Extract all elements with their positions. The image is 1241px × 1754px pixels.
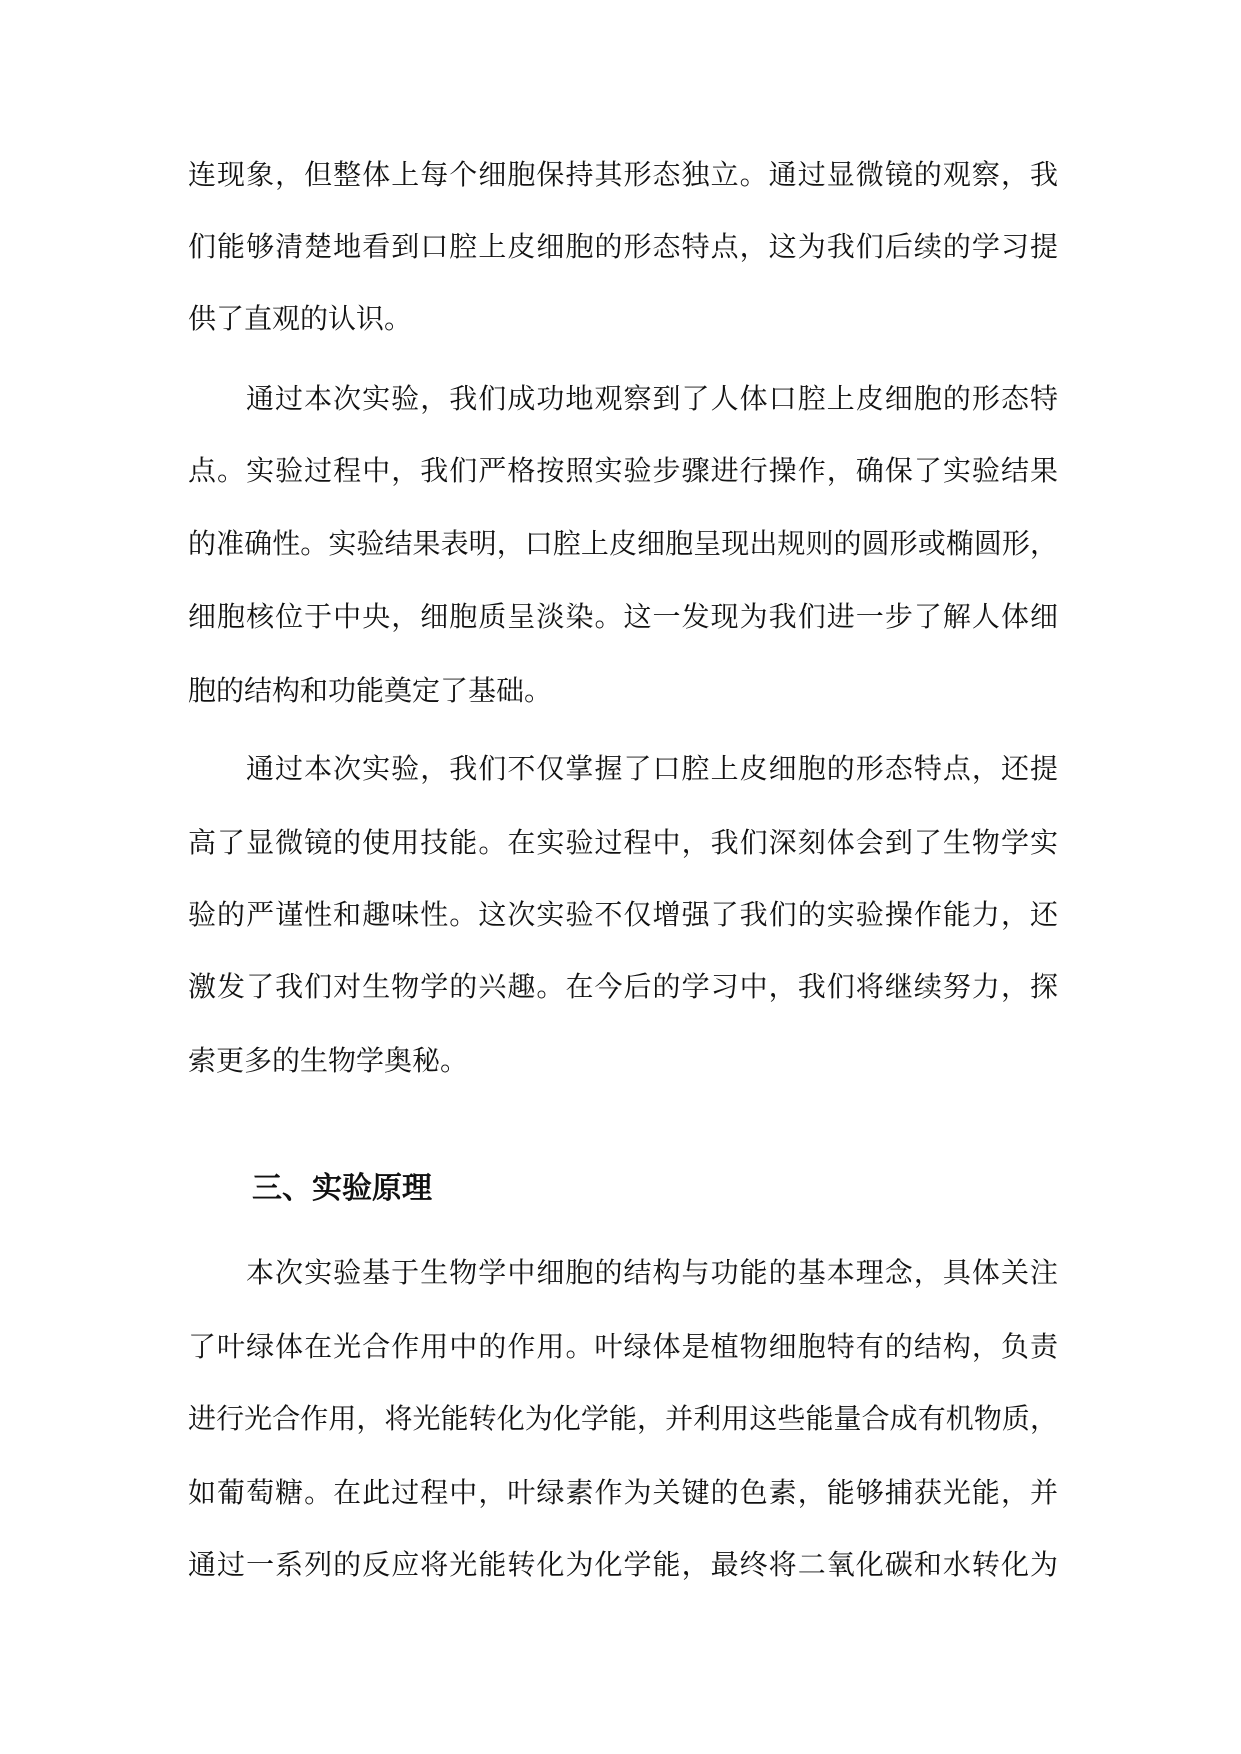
- principle-line-4: 如葡萄糖。在此过程中，叶绿素作为关键的色素，能够捕获光能，并: [188, 1476, 1058, 1509]
- paragraph-2-line-3: 的准确性。实验结果表明，口腔上皮细胞呈现出规则的圆形或椭圆形，: [188, 527, 1058, 560]
- paragraph-3-line-1: 通过本次实验，我们不仅掌握了口腔上皮细胞的形态特点，还提: [246, 752, 1058, 785]
- paragraph-2-line-5: 胞的结构和功能奠定了基础。: [188, 674, 553, 707]
- paragraph-2-line-2: 点。实验过程中，我们严格按照实验步骤进行操作，确保了实验结果: [188, 454, 1058, 487]
- paragraph-2-line-1: 通过本次实验，我们成功地观察到了人体口腔上皮细胞的形态特: [246, 382, 1058, 415]
- paragraph-1-line-2: 们能够清楚地看到口腔上皮细胞的形态特点，这为我们后续的学习提: [188, 230, 1058, 263]
- paragraph-3-line-3: 验的严谨性和趣味性。这次实验不仅增强了我们的实验操作能力，还: [188, 898, 1058, 931]
- section-heading: 三、实验原理: [252, 1171, 432, 1206]
- paragraph-3-line-2: 高了显微镜的使用技能。在实验过程中，我们深刻体会到了生物学实: [188, 826, 1058, 859]
- principle-line-5: 通过一系列的反应将光能转化为化学能，最终将二氧化碳和水转化为: [188, 1548, 1058, 1581]
- principle-line-3: 进行光合作用，将光能转化为化学能，并利用这些能量合成有机物质，: [188, 1402, 1058, 1435]
- paragraph-1-line-3: 供了直观的认识。: [188, 302, 413, 335]
- paragraph-1-line-1: 连现象，但整体上每个细胞保持其形态独立。通过显微镜的观察，我: [188, 158, 1058, 191]
- principle-line-1: 本次实验基于生物学中细胞的结构与功能的基本理念，具体关注: [246, 1256, 1058, 1289]
- paragraph-3-line-5: 索更多的生物学奥秘。: [188, 1044, 469, 1077]
- paragraph-3-line-4: 激发了我们对生物学的兴趣。在今后的学习中，我们将继续努力，探: [188, 970, 1058, 1003]
- principle-line-2: 了叶绿体在光合作用中的作用。叶绿体是植物细胞特有的结构，负责: [188, 1330, 1058, 1363]
- paragraph-2-line-4: 细胞核位于中央，细胞质呈淡染。这一发现为我们进一步了解人体细: [188, 600, 1058, 633]
